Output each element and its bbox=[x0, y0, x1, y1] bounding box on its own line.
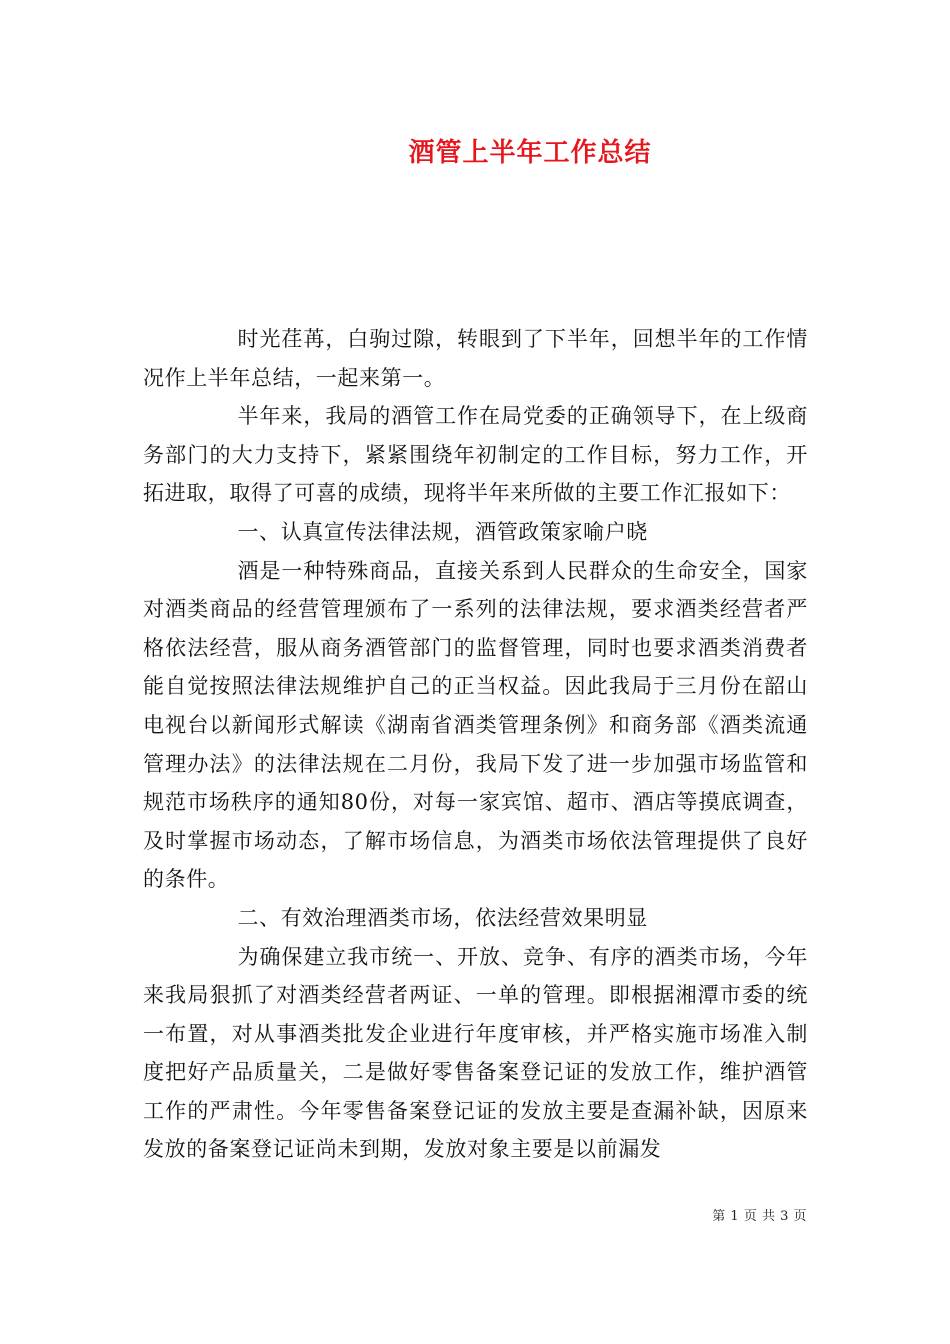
paragraph-section-1: 酒是一种特殊商品，直接关系到人民群众的生命安全，国家对酒类商品的经营管理颁布了一系列的法律法规，要求酒类经营者严格依法经营，服从商务酒管部门的监督管理，同时也要求酒类消费者能自觉按照法律法规维护自己的正当权益。因此我局于三月份在韶山电视台以新闻形式解读《湖南省酒类管理条例》和商务部《酒类流通管理办法》的法律法规在二月份，我局下发了进一步加强市场监管和规范市场秩序的通知80份，对每一家宾馆、超市、酒店等摸底调查，及时掌握市场动态，了解市场信息，为酒类市场依法管理提供了良好的条件。 bbox=[143, 558, 808, 892]
document-title: 酒管上半年工作总结 bbox=[408, 138, 652, 168]
document-body bbox=[143, 320, 808, 1169]
paragraph-intro: 时光荏苒，白驹过隙，转眼到了下半年，回想半年的工作情况作上半年总结，一起来第一。 bbox=[143, 327, 808, 390]
page-number-footer: 第 1 页 共 3 页 bbox=[712, 1209, 807, 1224]
section-heading-1: 一、认真宣传法律法规，酒管政策家喻户晓 bbox=[237, 519, 648, 544]
paragraph-overview: 半年来，我局的酒管工作在局党委的正确领导下，在上级商务部门的大力支持下，紧紧围绕年初制定的工作目标，努力工作，开拓进取，取得了可喜的成绩，现将半年来所做的主要工作汇报如下： bbox=[143, 404, 808, 506]
paragraph-section-2: 为确保建立我市统一、开放、竞争、有序的酒类市场，今年来我局狠抓了对酒类经营者两证、一单的管理。即根据湘潭市委的统一布置，对从事酒类批发企业进行年度审核，并严格实施市场准入制度把好产品质量关，二是做好零售备案登记证的发放工作，维护酒管工作的严肃性。今年零售备案登记证的发放主要是查漏补缺，因原来发放的备案登记证尚未到期，发放对象主要是以前漏发 bbox=[143, 944, 808, 1162]
section-heading-2: 二、有效治理酒类市场，依法经营效果明显 bbox=[237, 905, 648, 930]
